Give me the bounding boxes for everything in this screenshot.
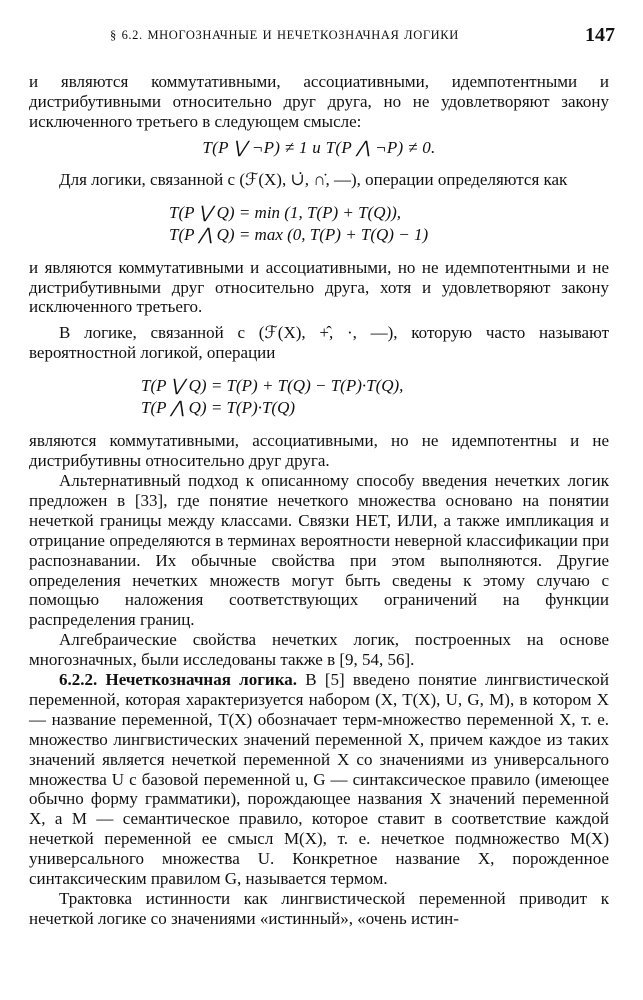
paragraph-8 [29,670,609,889]
formula-prob-or: T(P ⋁ Q) = T(P) + T(Q) − T(P)·T(Q), [141,376,404,396]
page-body [29,72,609,929]
paragraph-5: являются коммутативными, ассоциативными, но не идемпотентны и не дистрибутивны относительно друг друга. [29,431,609,471]
formula-excluded-middle: T(P ⋁ ¬P) ≠ 1 и T(P ⋀ ¬P) ≠ 0. [202,137,436,157]
paragraph-9: Трактовка истинности как лингвистической переменной приводит к нечеткой логике со значениями «истинный», «очень истин- [29,889,609,928]
formula-block-bounded [169,202,609,246]
formula-bounded-or: T(P ⋁ Q) = min (1, T(P) + T(Q)), [169,202,402,222]
formula-bounded-and: T(P ⋀ Q) = max (0, T(P) + T(Q) − 1) [169,224,429,244]
running-head: § 6.2. МНОГОЗНАЧНЫЕ И НЕЧЕТКОЗНАЧНАЯ ЛОГИКИ [110,28,459,42]
section-heading: 6.2.2. Нечеткозначная логика. [59,670,298,690]
paragraph-2: Для логики, связанной с (ℱ(X), ∪̇, ∩̇, —), операции определяются как [59,169,568,189]
formula-block-probabilistic [141,375,609,419]
paragraph-1: и являются коммутативными, ассоциативными, идемпотентными и дистрибутивными относительно друг друга, но не удовлетворяют закону исключенного третьего в следующем смысле: [29,72,609,131]
paragraph-7: Алгебраические свойства нечетких логик, построенных на основе многозначных, были исследованы также в [9, 54, 56]. [29,630,609,670]
paragraph-4: В логике, связанной с (ℱ(X), +̂, ·, —), которую часто называют вероятностной логикой, операции [29,323,609,363]
page-number: 147 [585,24,615,46]
paragraph-3: и являются коммутативными и ассоциативными, но не идемпотентными и не дистрибутивными друг относительно друга, хотя и удовлетворяют закону исключенного третьего. [29,257,609,317]
page-header [30,22,615,52]
paragraph-6: Альтернативный подход к описанному способу введения нечетких логик предложен в [33], где понятие нечеткого множества основано на понятии нечеткой границы между классами. Связки НЕТ, ИЛИ, а также импликация и отрицание определяются в терминах вероятности неверной классификации при распознавании. Их обычные свойства при этом выполняются. Другие определения нечетких множеств могут быть сведены к этому случаю с помощью наложения соответствующих ограничений на функции распределения границ. [29,470,609,630]
formula-prob-and: T(P ⋀ Q) = T(P)·T(Q) [141,398,296,418]
paragraph-8-text: В [5] введено понятие лингвистической переменной, которая характеризуется набором (X, T(X), U, G, M), в котором X — название переменной, T(X) обозначает терм-множество переменной X, т. е. множество лингвистических значений переменной X, причем каждое из таких значений является нечеткой переменной X со значениями из универсального множества U с базовой переменной u, G — синтаксическое правило (имеющее обычно форму грамматики), порождающее названия X значений переменной X, а M — семантическое правило, которое ставит в соответствие каждой нечеткой переменной ее смысл M(X), т. е. нечеткое подмножество M(X) универсального множества U. Конкретное название X, порожденное синтаксическим правилом G, называется термом. [29,670,609,889]
